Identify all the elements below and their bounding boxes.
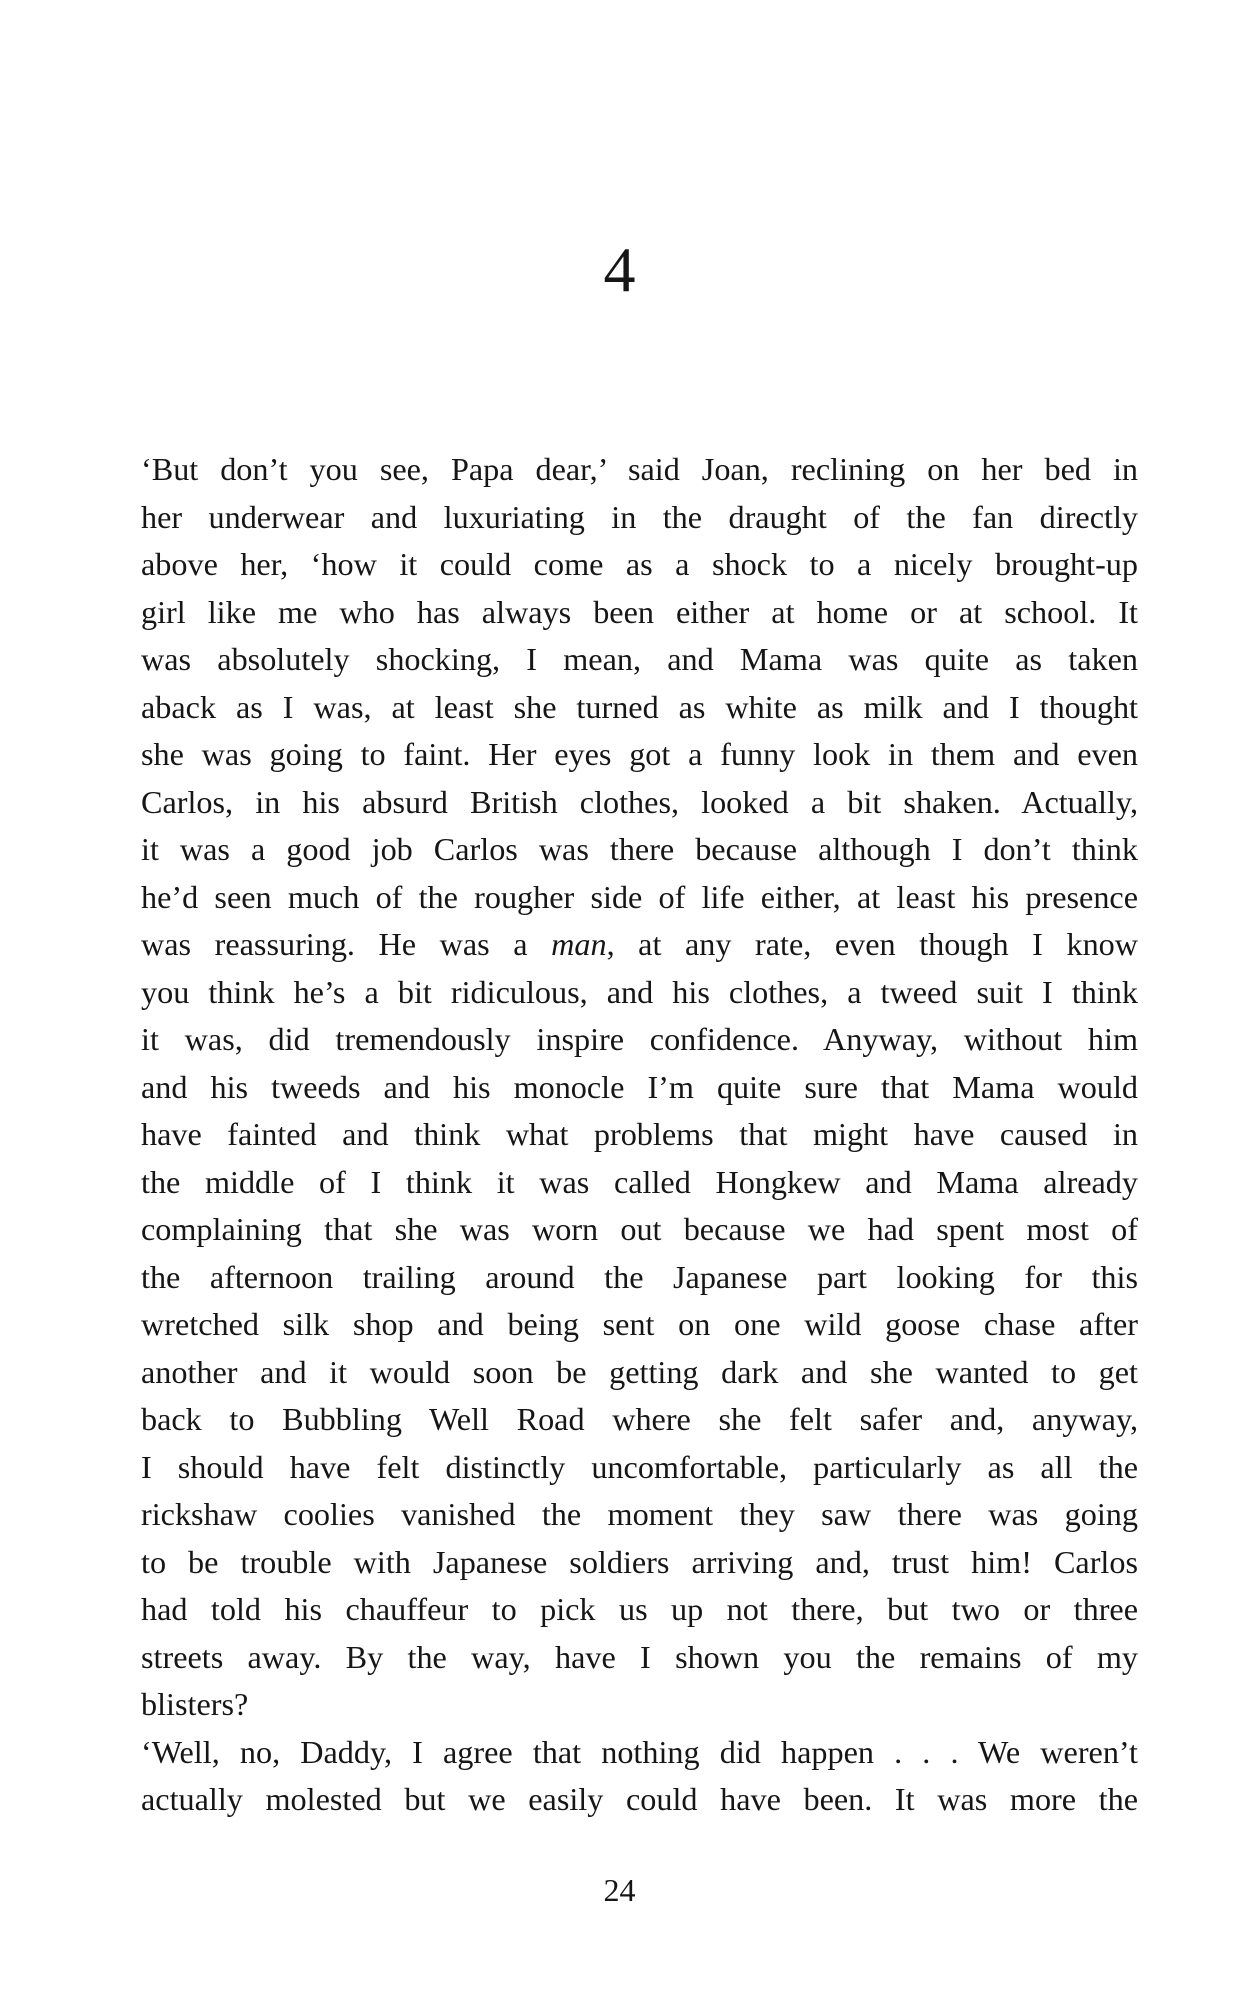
text-line: ‘Well, no, Daddy, I agree that nothing did happen . . . We weren’t bbox=[141, 1733, 1138, 1770]
text-line: it was a good job Carlos was there because although I don’t think bbox=[141, 831, 1138, 867]
text-line: aback as I was, at least she turned as white as milk and I thought bbox=[141, 688, 1138, 725]
text-fragment: , at any rate, even though I know bbox=[606, 926, 1139, 962]
text-line: she was going to faint. Her eyes got a funny look in them and even bbox=[141, 736, 1138, 772]
text-line: streets away. By the way, have I shown you the remains of my bbox=[141, 1638, 1138, 1675]
text-line: Carlos, in his absurd British clothes, looked a bit shaken. Actually, bbox=[141, 783, 1138, 820]
text-line: girl like me who has always been either at home or at school. It bbox=[141, 593, 1138, 630]
text-line: actually molested but we easily could have been. It was more the bbox=[141, 1781, 1138, 1817]
text-line: another and it would soon be getting dark and she wanted to get bbox=[141, 1353, 1138, 1390]
text-line: and his tweeds and his monocle I’m quite sure that Mama would bbox=[141, 1068, 1138, 1105]
text-line: her underwear and luxuriating in the draught of the fan directly bbox=[141, 498, 1138, 535]
text-line: ‘But don’t you see, Papa dear,’ said Joan, reclining on her bed in bbox=[141, 451, 1138, 487]
text-line: rickshaw coolies vanished the moment they saw there was going bbox=[141, 1496, 1138, 1532]
text-line: I should have felt distinctly uncomfortable, particularly as all the bbox=[141, 1448, 1138, 1485]
text-line: you think he’s a bit ridiculous, and his clothes, a tweed suit I think bbox=[141, 973, 1138, 1010]
text-line: wretched silk shop and being sent on one wild goose chase after bbox=[141, 1306, 1138, 1342]
emphasized-word: man bbox=[551, 926, 607, 962]
chapter-number: 4 bbox=[603, 234, 636, 305]
page-number: 24 bbox=[603, 1872, 636, 1908]
text-line: the afternoon trailing around the Japanese part looking for this bbox=[141, 1258, 1138, 1295]
text-line: have fainted and think what problems that might have caused in bbox=[141, 1116, 1138, 1152]
text-fragment: was reassuring. He was a bbox=[141, 926, 528, 962]
text-line: was absolutely shocking, I mean, and Mama was quite as taken bbox=[141, 641, 1138, 677]
text-line: had told his chauffeur to pick us up not there, but two or three bbox=[141, 1591, 1138, 1627]
text-line: blisters? bbox=[141, 1686, 249, 1722]
text-line-emphasis bbox=[141, 921, 1138, 969]
text-line: he’d seen much of the rougher side of life either, at least his presence bbox=[141, 878, 1138, 915]
body-text bbox=[141, 446, 1138, 1824]
text-line: complaining that she was worn out because we had spent most of bbox=[141, 1211, 1138, 1247]
text-line: to be trouble with Japanese soldiers arriving and, trust him! Carlos bbox=[141, 1543, 1138, 1580]
text-line: above her, ‘how it could come as a shock to a nicely brought-up bbox=[141, 546, 1138, 582]
text-line: back to Bubbling Well Road where she felt safer and, anyway, bbox=[141, 1401, 1138, 1437]
text-line: the middle of I think it was called Hongkew and Mama already bbox=[141, 1163, 1138, 1200]
text-line: it was, did tremendously inspire confidence. Anyway, without him bbox=[141, 1021, 1138, 1057]
